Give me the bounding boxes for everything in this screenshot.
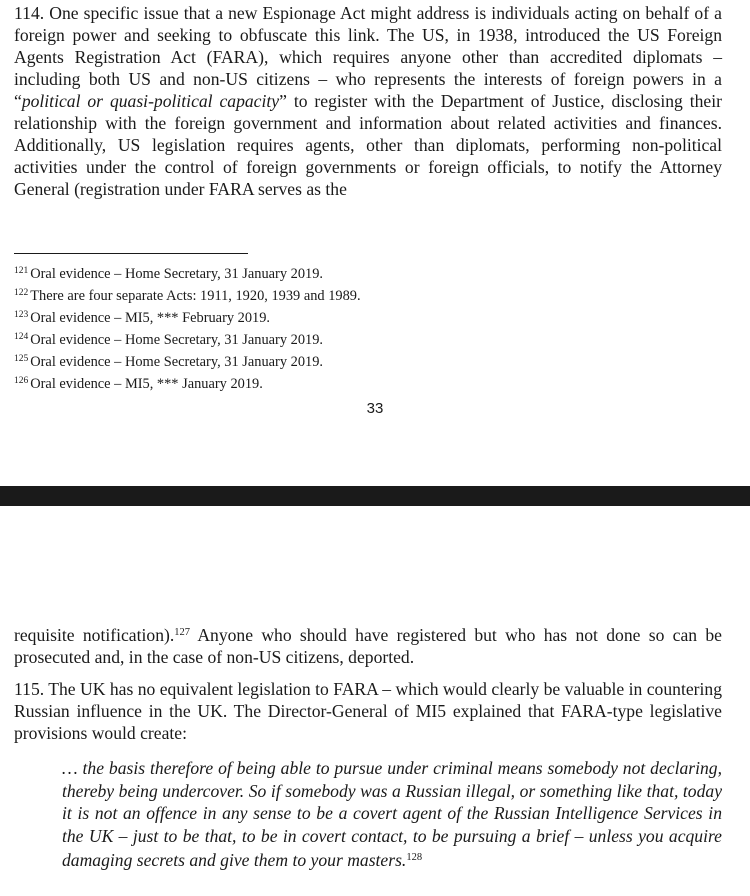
footnote-121: $^{121}$ Oral evidence – Home Secretary, 31 January 2019. [14, 266, 324, 282]
paragraph-number: 114. [14, 3, 45, 23]
paragraph-114: 114. One specific issue that a new Espionage Act might address is individuals acting on behalf of a foreign power and seeking to obfuscate this link. The US, in 1938, introduced the US Foreign Agents Registration Act (FARA), which requires anyone other than accredited diplomats – including both US and non-US citizens – who represents the interests of foreign powers in a “political or quasi-political capacity” to register with the Department of Justice, disclosing their relationship with the foreign government and information about related activities and finances. Additionally, US legislation requires agents, other than diplomats, performing non-political activities under the control of foreign governments or foreign officials, to notify the Attorney General (registration under FARA serves as the [14, 3, 722, 199]
footnotes [14, 262, 714, 394]
footnote-separator [14, 253, 248, 254]
footnote-125: $^{125}$ Oral evidence – Home Secretary, 31 January 2019. [14, 354, 324, 370]
quoted-phrase: political or quasi-political capacity [21, 91, 280, 111]
footnote-122: $^{122}$ There are four separate Acts: 1911, 1920, 1939 and 1989. [14, 288, 361, 304]
footnote-123: $^{123}$ Oral evidence – MI5, *** February 2019. [14, 310, 271, 326]
paragraph-115: 115. The UK has no equivalent legislation to FARA – which would clearly be valuable in countering Russian influence in the UK. The Director-General of MI5 explained that FARA-type legislative provisions would create: [14, 679, 722, 743]
footnote-124: $^{124}$ Oral evidence – Home Secretary, 31 January 2019. [14, 332, 324, 348]
block-quote: … the basis therefore of being able to pursue under criminal means somebody not declaring, thereby being undercover. So if somebody was a Russian illegal, or something like that, today it is not an offence in any sense to be a covert agent of the Russian Intelligence Services in the UK – just to be that, to be in covert contact, to be pursuing a brief – unless you acquire damaging secrets and give them to your masters.$^{128}$ [62, 758, 722, 870]
paragraph-114-continued: requisite notification).$^{127}$ Anyone who should have registered but who has not done so can be prosecuted and, in the case of non-US citizens, deported. [14, 625, 722, 667]
footnote-126: $^{126}$ Oral evidence – MI5, *** January 2019. [14, 376, 263, 392]
footnote-ref-127: 127 [174, 627, 190, 638]
page-number: 33 [366, 400, 384, 417]
paragraph-number: 115. [14, 679, 45, 699]
page-divider [0, 486, 750, 506]
document-page-34 [0, 506, 750, 896]
footnote-ref-128: 128 [406, 852, 423, 863]
